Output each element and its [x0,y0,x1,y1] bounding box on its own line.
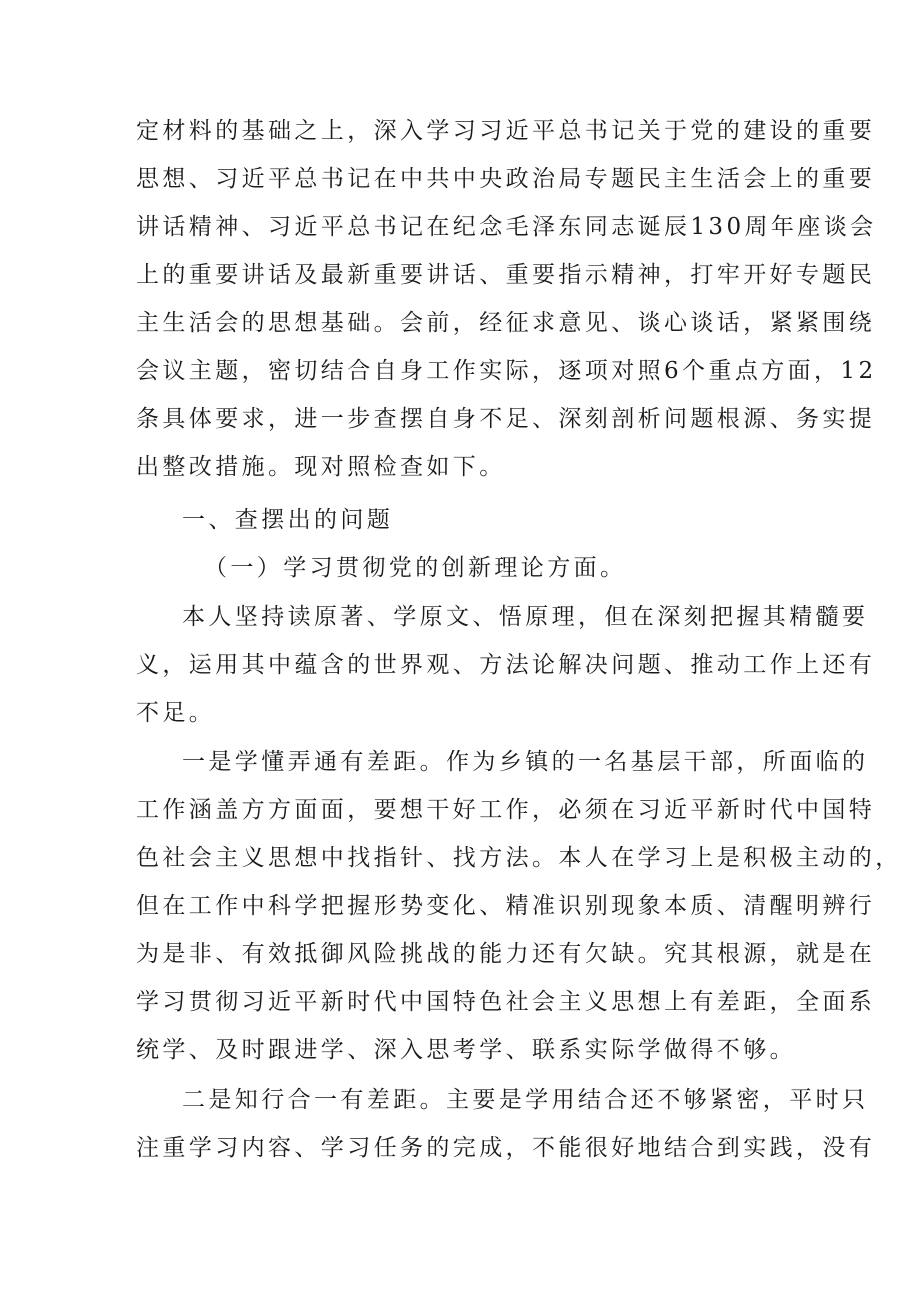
paragraph-line: 条具体要求，进一步查摆自身不足、深刻剖析问题根源、务实提 [136,406,876,432]
paragraph-line: 工作涵盖方方面面，要想干好工作，必须在习近平新时代中国特 [136,797,876,823]
paragraph-line: 讲话精神、习近平总书记在纪念毛泽东同志诞辰130周年座谈会 [136,214,877,240]
paragraph-line: 统学、及时跟进学、深入思考学、联系实际学做得不够。 [136,1037,796,1063]
paragraph-line: 学习贯彻习近平新时代中国特色社会主义思想上有差距，全面系 [136,989,876,1015]
section-heading: 一、查摆出的问题 [182,507,394,533]
paragraph-line: 色社会主义思想中找指针、找方法。本人在学习上是积极主动的， [136,845,902,871]
paragraph-line: 会议主题，密切结合自身工作实际，逐项对照6个重点方面，12 [136,358,877,384]
paragraph-line: 定材料的基础之上，深入学习习近平总书记关于党的建设的重要 [136,118,876,144]
paragraph-line: 为是非、有效抵御风险挑战的能力还有欠缺。究其根源，就是在 [136,941,876,967]
paragraph-line: 不足。 [136,700,216,726]
paragraph-first-line: 一是学懂弄通有差距。作为乡镇的一名基层干部，所面临的 [182,749,869,775]
paragraph-first-line: 本人坚持读原著、学原文、悟原理，但在深刻把握其精髓要 [182,604,869,630]
paragraph-first-line: 二是知行合一有差距。主要是学用结合还不够紧密，平时只 [182,1087,869,1113]
paragraph-line: 主生活会的思想基础。会前，经征求意见、谈心谈话，紧紧围绕 [136,310,876,336]
paragraph-line: 上的重要讲话及最新重要讲话、重要指示精神，打牢开好专题民 [136,262,876,288]
paragraph-line: 出整改措施。现对照检查如下。 [136,454,506,480]
paragraph-line: 思想、习近平总书记在中共中央政治局专题民主生活会上的重要 [136,166,876,192]
paragraph-line: 义，运用其中蕴含的世界观、方法论解决问题、推动工作上还有 [136,652,876,678]
paragraph-line: 但在工作中科学把握形势变化、精准识别现象本质、清醒明辨行 [136,893,876,919]
subsection-heading: （一）学习贯彻党的创新理论方面。 [204,555,627,581]
paragraph-line: 注重学习内容、学习任务的完成，不能很好地结合到实践，没有 [136,1135,876,1161]
